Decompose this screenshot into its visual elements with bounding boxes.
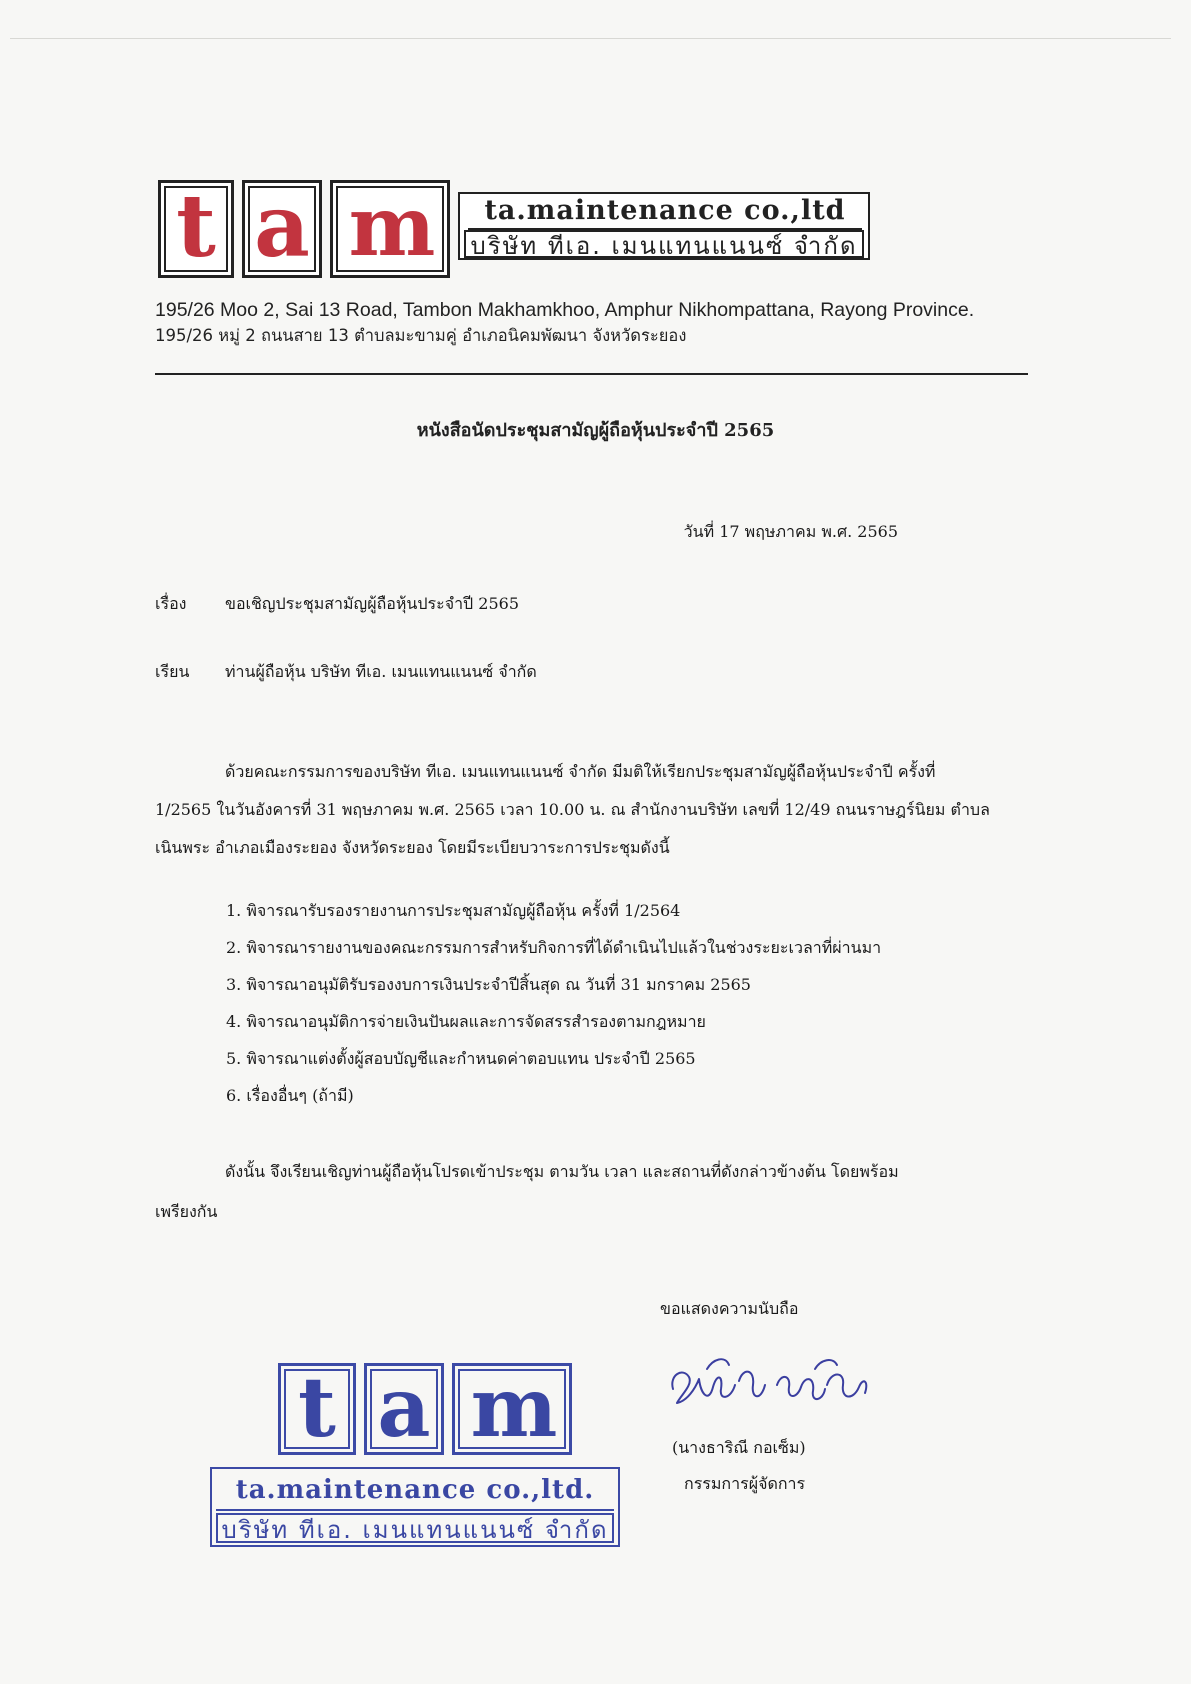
company-stamp [210, 1360, 620, 1548]
stamp-tile-t [278, 1360, 356, 1456]
logo-company-name-th: บริษัท ทีเอ. เมนแทนแนนซ์ จำกัด [464, 230, 864, 258]
intro-line: เนินพระ อำเภอเมืองระยอง จังหวัดระยอง โดยมีระเบียบวาระการประชุมดังนี้ [155, 838, 670, 857]
intro-line: 1/2565 ในวันอังคารที่ 31 พฤษภาคม พ.ศ. 2565 เวลา 10.00 น. ณ สำนักงานบริษัท เลขที่ 12/49 ถนนราษฎร์นิยม ตำบล [155, 800, 990, 819]
stamp-name-box [210, 1467, 620, 1547]
agenda-item: 1. พิจารณารับรองรายงานการประชุมสามัญผู้ถือหุ้น ครั้งที่ 1/2564 [226, 901, 681, 920]
signer-name: (นางธาริณี กอเซ็ม) [672, 1438, 806, 1457]
document-date: วันที่ 17 พฤษภาคม พ.ศ. 2565 [683, 522, 898, 541]
agenda-item: 6. เรื่องอื่นๆ (ถ้ามี) [226, 1086, 354, 1105]
logo-letter: t [176, 176, 216, 277]
logo-tile-a [242, 176, 322, 278]
recipient-text: ท่านผู้ถือหุ้น บริษัท ทีเอ. เมนแทนแนนซ์ จำกัด [225, 662, 537, 681]
logo-tile-t [158, 176, 234, 278]
stamp-company-name-en: ta.maintenance co.,ltd. [216, 1471, 614, 1511]
logo-tile-m [330, 180, 450, 278]
agenda-item: 3. พิจารณาอนุมัติรับรองงบการเงินประจำปีสิ้นสุด ณ วันที่ 31 มกราคม 2565 [226, 975, 751, 994]
closing-line: ดังนั้น จึงเรียนเชิญท่านผู้ถือหุ้นโปรดเข้าประชุม ตามวัน เวลา และสถานที่ดังกล่าวข้างต้น โดยพร้อม [225, 1162, 899, 1181]
handwritten-signature [665, 1345, 875, 1415]
header-divider [155, 373, 1028, 375]
address-thai: 195/26 หมู่ 2 ถนนสาย 13 ตำบลมะขามคู่ อำเภอนิคมพัฒนา จังหวัดระยอง [155, 326, 687, 345]
logo-company-name-box [458, 192, 870, 260]
stamp-tiles [278, 1360, 573, 1459]
subject-text: ขอเชิญประชุมสามัญผู้ถือหุ้นประจำปี 2565 [225, 594, 520, 613]
subject-label: เรื่อง [155, 594, 187, 613]
agenda-item: 2. พิจารณารายงานของคณะกรรมการสำหรับกิจการที่ได้ดำเนินไปแล้วในช่วงระยะเวลาที่ผ่านมา [226, 938, 882, 957]
document-title: หนังสือนัดประชุมสามัญผู้ถือหุ้นประจำปี 2565 [416, 420, 775, 441]
closing-line: เพรียงกัน [155, 1202, 218, 1221]
stamp-letter: a [377, 1360, 431, 1456]
stamp-tile-a [364, 1360, 444, 1456]
logo-tiles [158, 176, 451, 280]
logo-letter: a [254, 176, 310, 277]
signer-role: กรรมการผู้จัดการ [684, 1474, 806, 1493]
logo-letter: m [348, 179, 432, 275]
logo-company-name-en: ta.maintenance co.,ltd [468, 194, 862, 230]
stamp-letter: m [470, 1360, 554, 1456]
stamp-letter: t [298, 1360, 336, 1456]
agenda-item: 5. พิจารณาแต่งตั้งผู้สอบบัญชีและกำหนดค่าตอบแทน ประจำปี 2565 [226, 1049, 696, 1068]
regards-text: ขอแสดงความนับถือ [660, 1299, 799, 1318]
stamp-tile-m [452, 1360, 572, 1456]
address-english: 195/26 Moo 2, Sai 13 Road, Tambon Makhamkhoo, Amphur Nikhompattana, Rayong Province. [155, 299, 975, 321]
intro-line: ด้วยคณะกรรมการของบริษัท ทีเอ. เมนแทนแนนซ์ จำกัด มีมติให้เรียกประชุมสามัญผู้ถือหุ้นประจำปี ครั้งที่ [225, 762, 936, 781]
agenda-item: 4. พิจารณาอนุมัติการจ่ายเงินปันผลและการจัดสรรสำรองตามกฎหมาย [226, 1012, 706, 1031]
recipient-label: เรียน [155, 662, 190, 681]
scan-edge-line [10, 38, 1171, 39]
stamp-company-name-th: บริษัท ทีเอ. เมนแทนแนนซ์ จำกัด [216, 1513, 614, 1543]
